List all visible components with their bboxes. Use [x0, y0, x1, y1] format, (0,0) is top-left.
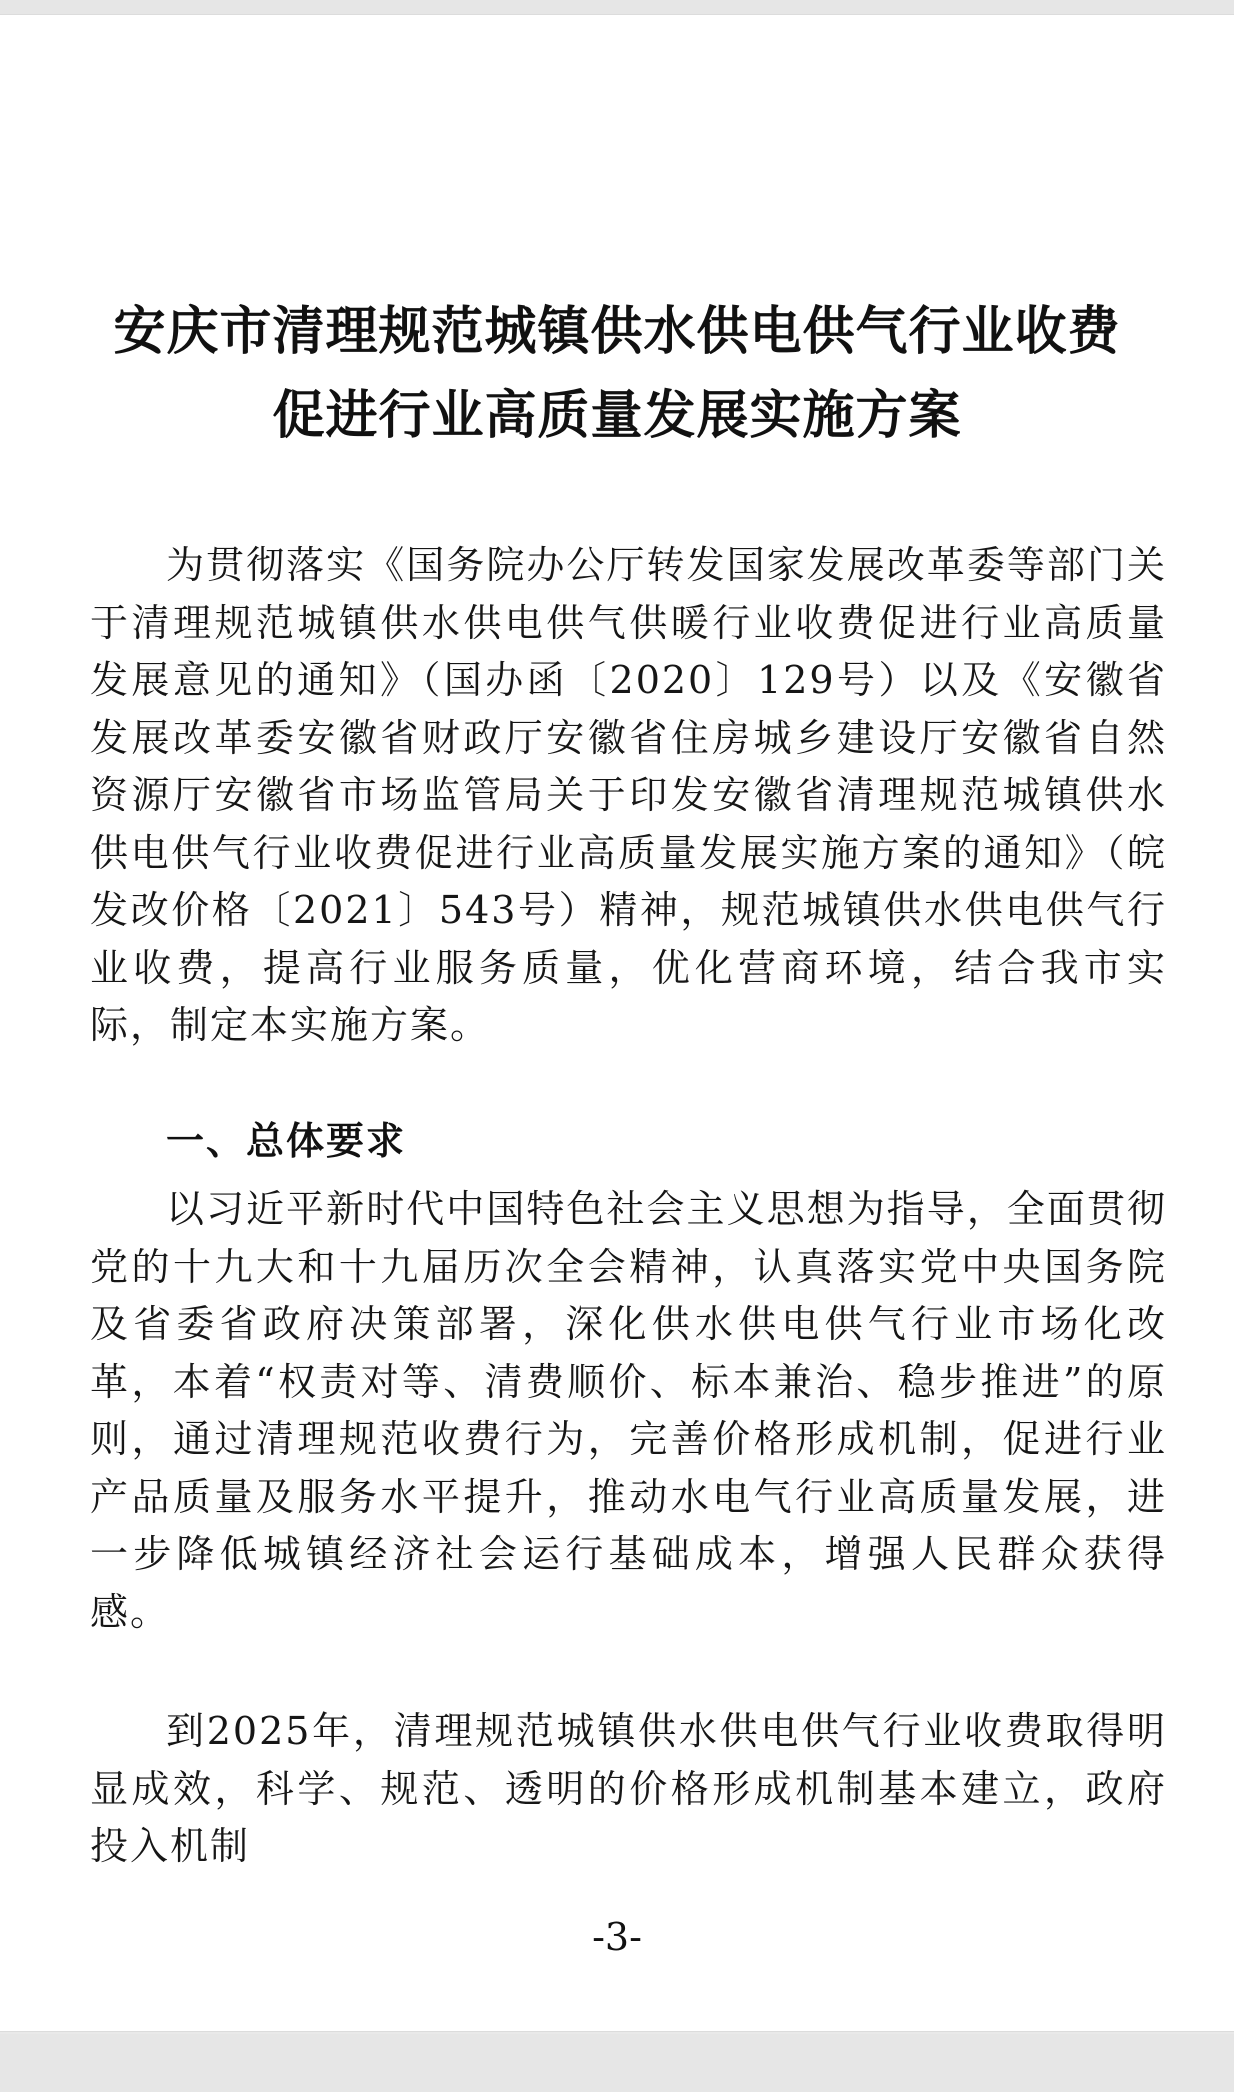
paragraph-2025-goals: 到2025年，清理规范城镇供水供电供气行业收费取得明显成效，科学、规范、透明的价格形成机制基本建立，政府投入机制 — [90, 1709, 1167, 1868]
page-number: -3- — [592, 1915, 642, 1959]
document-title-line-1: 安庆市清理规范城镇供水供电供气行业收费 — [113, 301, 1121, 362]
paragraph-guiding-principles: 以习近平新时代中国特色社会主义思想为指导，全面贯彻党的十九大和十九届历次全会精神，认真落实党中央国务院及省委省政府决策部署，深化供水供电供气行业市场化改革，本着“权责对等、清费顺价、标本兼治、稳步推进”的原则，通过清理规范收费行为，完善价格形成机制，促进行业产品质量及服务水平提升，推动水电气行业高质量发展，进一步降低城镇经济社会运行基础成本，增强人民群众获得感。 — [90, 1187, 1167, 1634]
document-page[interactable] — [0, 14, 1234, 2032]
document-title-line-2: 促进行业高质量发展实施方案 — [272, 385, 962, 446]
paragraph-introduction: 为贯彻落实《国务院办公厅转发国家发展改革委等部门关于清理规范城镇供水供电供气供暖行业收费促进行业高质量发展意见的通知》（国办函〔2020〕129号）以及《安徽省发展改革委安徽省财政厅安徽省住房城乡建设厅安徽省自然资源厅安徽省市场监管局关于印发安徽省清理规范城镇供水供电供气行业收费促进行业高质量发展实施方案的通知》（皖发改价格〔2021〕543号）精神，规范城镇供水供电供气行业收费，提高行业服务质量，优化营商环境，结合我市实际，制定本实施方案。 — [90, 543, 1167, 1047]
viewer-bottom-bar — [0, 2034, 1234, 2092]
viewer-top-bar — [0, 0, 1234, 14]
section-heading-general-requirements: 一、总体要求 — [166, 1119, 407, 1163]
